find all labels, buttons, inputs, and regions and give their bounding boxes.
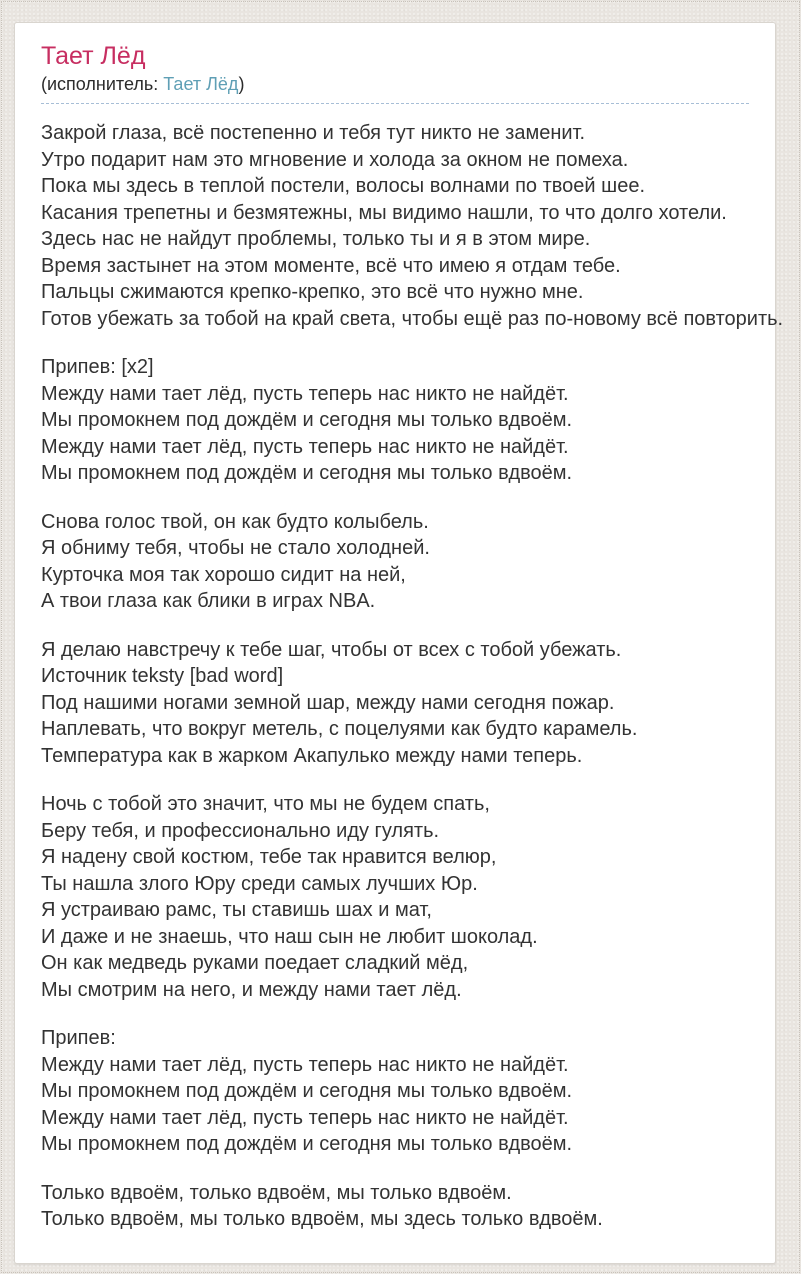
lyrics-stanza xyxy=(41,120,784,332)
lyric-line: Только вдвоём, только вдвоём, мы только вдвоём. xyxy=(41,1181,512,1204)
lyric-line: Ты нашла злого Юру среди самых лучших Юр. xyxy=(41,872,478,895)
lyric-line: Я устраиваю рамс, ты ставишь шах и мат, xyxy=(41,899,432,921)
artist-line xyxy=(41,73,749,104)
lyric-line: Припев: [x2] xyxy=(41,356,154,378)
artist-link[interactable]: Тает Лёд xyxy=(163,74,239,94)
lyric-line: Утро подарит нам это мгновение и холода за окном не помеха. xyxy=(41,148,629,171)
lyric-line: Я обниму тебя, чтобы не стало холодней. xyxy=(41,537,430,559)
lyric-line: Только вдвоём, мы только вдвоём, мы здесь только вдвоём. xyxy=(41,1208,603,1230)
lyric-line: Курточка моя так хорошо сидит на ней, xyxy=(41,563,406,586)
artist-label-suffix: ) xyxy=(238,74,245,94)
lyric-line: Я делаю навстречу к тебе шаг, чтобы от всех с тобой убежать. xyxy=(41,638,622,661)
lyrics-stanza xyxy=(41,1180,749,1233)
lyric-line: Между нами тает лёд, пусть теперь нас никто не найдёт. xyxy=(41,1106,569,1129)
lyric-line: Здесь нас не найдут проблемы, только ты и я в этом мире. xyxy=(41,228,591,250)
lyric-line: Мы промокнем под дождём и сегодня мы только вдвоём. xyxy=(41,462,573,484)
lyric-line: Беру тебя, и профессионально иду гулять. xyxy=(41,819,440,842)
lyrics-body xyxy=(41,120,784,1233)
lyric-line: Касания трепетны и безмятежны, мы видимо нашли, то что долго хотели. xyxy=(41,201,727,224)
lyrics-stanza xyxy=(41,791,749,1003)
lyric-line: Пока мы здесь в теплой постели, волосы волнами по твоей шее. xyxy=(41,175,645,197)
lyric-line: Между нами тает лёд, пусть теперь нас никто не найдёт. xyxy=(41,382,569,405)
lyric-line: Температура как в жарком Акапулько между нами теперь. xyxy=(41,744,583,767)
lyric-line: Закрой глаза, всё постепенно и тебя тут никто не заменит. xyxy=(41,122,586,144)
lyric-line: Снова голос твой, он как будто колыбель. xyxy=(41,510,429,533)
lyric-line: Мы смотрим на него, и между нами тает лёд. xyxy=(41,978,462,1001)
lyric-line: Ночь с тобой это значит, что мы не будем спать, xyxy=(41,793,490,815)
lyric-line: Мы промокнем под дождём и сегодня мы только вдвоём. xyxy=(41,1133,573,1155)
lyric-line: Он как медведь руками поедает сладкий мёд, xyxy=(41,952,469,974)
lyrics-stanza xyxy=(41,354,749,487)
lyric-line: Наплевать, что вокруг метель, с поцелуями как будто карамель. xyxy=(41,718,638,740)
lyrics-stanza xyxy=(41,637,749,770)
lyric-line: А твои глаза как блики в играх NBA. xyxy=(41,590,376,612)
lyric-line: Припев: xyxy=(41,1027,116,1049)
lyric-line: Под нашими ногами земной шар, между нами сегодня пожар. xyxy=(41,691,615,714)
lyric-line: Между нами тает лёд, пусть теперь нас никто не найдёт. xyxy=(41,1053,569,1076)
lyric-line: И даже и не знаешь, что наш сын не любит шоколад. xyxy=(41,925,538,948)
lyric-line: Мы промокнем под дождём и сегодня мы только вдвоём. xyxy=(41,1080,573,1102)
lyric-line: Между нами тает лёд, пусть теперь нас никто не найдёт. xyxy=(41,435,569,458)
lyrics-stanza xyxy=(41,509,749,615)
lyrics-card xyxy=(14,22,784,1264)
lyric-line: Я надену свой костюм, тебе так нравится велюр, xyxy=(41,846,497,868)
lyric-line: Время застынет на этом моменте, всё что имею я отдам тебе. xyxy=(41,254,621,277)
lyric-line: Источник teksty [bad word] xyxy=(41,665,284,687)
lyric-line: Пальцы сжимаются крепко-крепко, это всё что нужно мне. xyxy=(41,281,584,303)
lyrics-stanza xyxy=(41,1025,749,1158)
artist-label-prefix: (исполнитель: xyxy=(41,74,164,94)
lyric-line: Мы промокнем под дождём и сегодня мы только вдвоём. xyxy=(41,409,573,431)
lyric-line: Готов убежать за тобой на край света, чтобы ещё раз по-новому всё повторить. xyxy=(41,307,784,330)
page-title: Тает Лёд xyxy=(41,42,146,70)
